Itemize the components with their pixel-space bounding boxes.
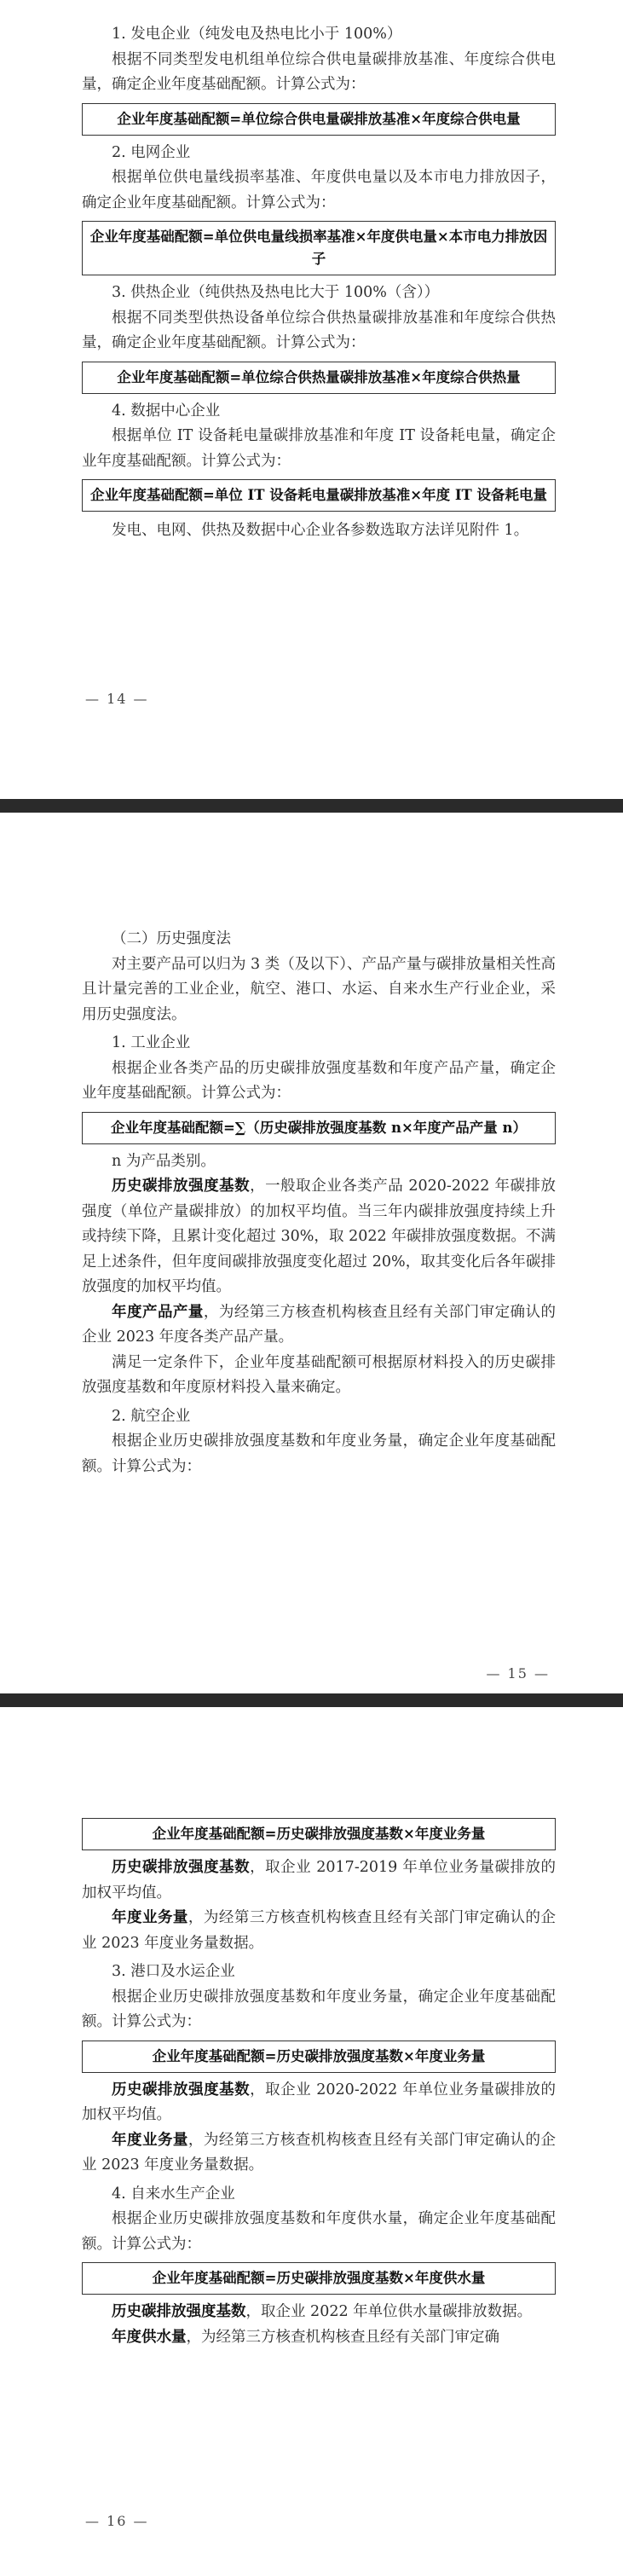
paragraph: 根据企业历史碳排放强度基数和年度业务量，确定企业年度基础配额。计算公式为： <box>82 1988 556 2030</box>
term: 历史碳排放强度基数 <box>112 2081 251 2098</box>
formula-box: 企业年度基础配额=单位综合供电量碳排放基准×年度综合供电量 <box>82 103 556 136</box>
page-14-body <box>82 19 556 544</box>
definition: ，为经第三方核查机构核查且经有关部门审定确认的企业 2023 年度业务量数据。 <box>82 2131 557 2174</box>
paragraph: 对主要产品可以归为 3 类（及以下）、产品产量与碳排放量相关性高且计量完善的工业企业，航空、港口、水运、自来水生产行业企业，采用历史强度法。 <box>82 955 557 1023</box>
formula-box: 企业年度基础配额=历史碳排放强度基数×年度业务量 <box>82 2041 556 2073</box>
paragraph: 根据单位 IT 设备耗电量碳排放基准和年度 IT 设备耗电量，确定企业年度基础配额。计算公式为： <box>82 427 556 470</box>
page-separator <box>0 1693 623 1707</box>
formula-box: 企业年度基础配额=单位综合供热量碳排放基准×年度综合供热量 <box>82 362 556 394</box>
definition: ，为经第三方核查机构核查且经有关部门审定确认的企业 2023 年度各类产品产量。 <box>82 1303 557 1346</box>
formula-box: 企业年度基础配额=历史碳排放强度基数×年度供水量 <box>82 2262 556 2295</box>
formula-box: 企业年度基础配额=历史碳排放强度基数×年度业务量 <box>82 1818 556 1850</box>
heading-water-supply: 4. 自来水生产企业 <box>112 2185 235 2203</box>
paragraph: n 为产品类别。 <box>112 1152 216 1170</box>
definition: ，一般取企业各类产品 2020-2022 年碳排放强度（单位产量碳排放）的加权平均值。当三年内碳排放强度持续上升或持续下降，且累计变化超过 30%，取 2022 年碳排放强度数据。不满足上述条件，但年度间碳排放强度变化超过 20%，取其变化后各年碳排放强度的加权平均值。 <box>82 1178 556 1295</box>
paragraph: 根据单位供电量线损率基准、年度供电量以及本市电力排放因子，确定企业年度基础配额。计算公式为： <box>82 169 556 211</box>
page-number: — 14 — <box>85 691 149 707</box>
term: 历史碳排放强度基数 <box>112 1859 251 1876</box>
paragraph <box>82 2325 556 2351</box>
term: 历史碳排放强度基数 <box>112 2303 246 2320</box>
paragraph <box>82 2128 556 2179</box>
paragraph <box>82 1174 556 1300</box>
definition: ，为经第三方核查机构核查且经有关部门审定确认的企业 2023 年度业务量数据。 <box>82 1909 557 1952</box>
definition: ，取企业 2020-2022 年单位业务量碳排放的加权平均值。 <box>82 2081 556 2123</box>
page-separator <box>0 799 623 813</box>
document-page-15 <box>0 813 623 1693</box>
term: 历史碳排放强度基数 <box>112 1178 251 1195</box>
page-number: — 15 — <box>486 1665 550 1682</box>
paragraph: 根据不同类型发电机组单位综合供电量碳排放基准、年度综合供电量，确定企业年度基础配额。计算公式为： <box>82 50 556 93</box>
paragraph <box>82 1855 556 1906</box>
heading-port-shipping: 3. 港口及水运企业 <box>112 1963 235 1980</box>
heading-heat-supply: 3. 供热企业（纯供热及热电比大于 100%（含）） <box>112 284 440 301</box>
paragraph <box>82 1906 556 1956</box>
paragraph <box>82 1300 556 1351</box>
formula-box: 企业年度基础配额=单位 IT 设备耗电量碳排放基准×年度 IT 设备耗电量 <box>82 479 556 512</box>
heading-power-generation: 1. 发电企业（纯发电及热电比小于 100%） <box>112 26 402 43</box>
paragraph: 发电、电网、供热及数据中心企业各参数选取方法详见附件 1。 <box>112 522 529 539</box>
heading-industrial: 1. 工业企业 <box>112 1034 191 1051</box>
term: 年度产品产量 <box>112 1303 204 1321</box>
formula-box: 企业年度基础配额=∑（历史碳排放强度基数 n×年度产品产量 n） <box>82 1112 556 1144</box>
definition: ，取企业 2022 年单位供水量碳排放数据。 <box>245 2303 533 2320</box>
formula-box: 企业年度基础配额=单位供电量线损率基准×年度供电量×本市电力排放因子 <box>82 221 556 275</box>
paragraph <box>82 2300 556 2325</box>
paragraph: 根据企业各类产品的历史碳排放强度基数和年度产品产量，确定企业年度基础配额。计算公式为： <box>82 1059 556 1102</box>
paragraph: 根据企业历史碳排放强度基数和年度业务量，确定企业年度基础配额。计算公式为： <box>82 1433 556 1475</box>
page-number: — 16 — <box>85 2513 149 2529</box>
term: 年度业务量 <box>112 1909 188 1926</box>
document-page-16 <box>0 1707 623 2576</box>
definition: ，为经第三方核查机构核查且经有关部门审定确 <box>186 2328 499 2346</box>
term: 年度供水量 <box>112 2328 187 2346</box>
page-15-body <box>82 923 556 1479</box>
term: 年度业务量 <box>112 2131 188 2149</box>
definition: ，取企业 2017-2019 年单位业务量碳排放的加权平均值。 <box>82 1859 556 1902</box>
section-heading-historical-intensity: （二）历史强度法 <box>112 930 231 947</box>
heading-data-center: 4. 数据中心企业 <box>112 402 221 420</box>
page-16-body <box>82 1813 556 2350</box>
paragraph <box>82 2078 556 2128</box>
paragraph: 根据不同类型供热设备单位综合供热量碳排放基准和年度综合供热量，确定企业年度基础配额。计算公式为： <box>82 309 556 351</box>
heading-power-grid: 2. 电网企业 <box>112 143 191 161</box>
paragraph: 根据企业历史碳排放强度基数和年度供水量，确定企业年度基础配额。计算公式为： <box>82 2210 556 2253</box>
paragraph: 满足一定条件下，企业年度基础配额可根据原材料投入的历史碳排放强度基数和年度原材料投入量来确定。 <box>82 1353 556 1396</box>
document-page-14 <box>0 0 623 799</box>
heading-aviation: 2. 航空企业 <box>112 1407 191 1425</box>
